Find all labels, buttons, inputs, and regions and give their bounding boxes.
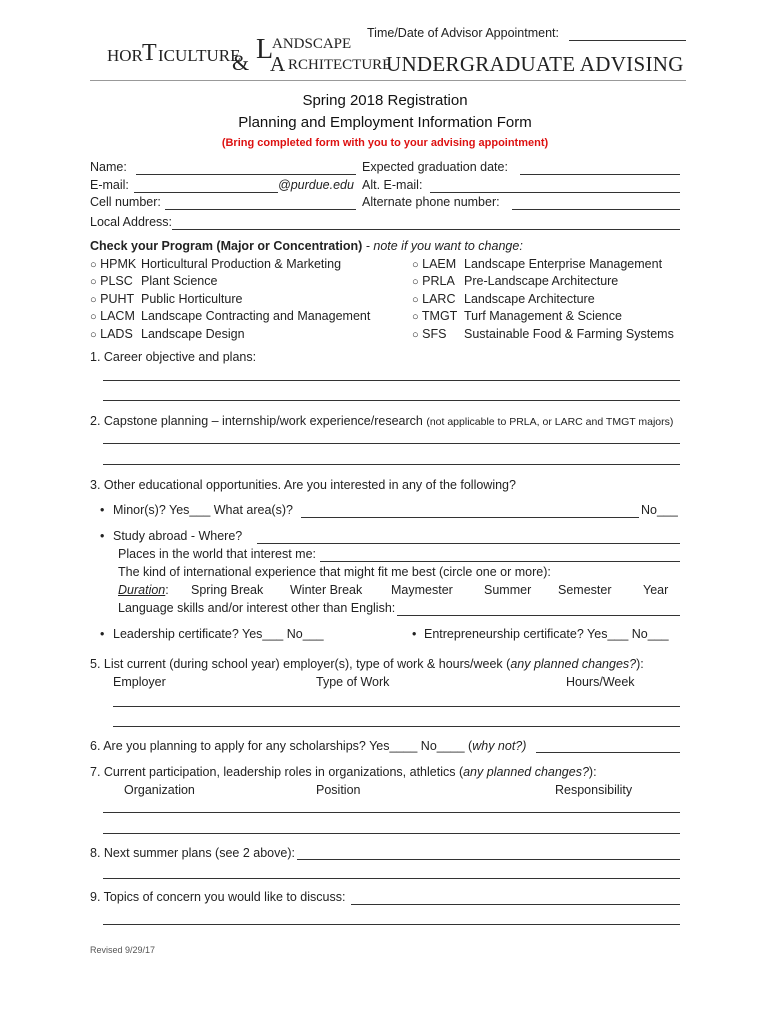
duration-option[interactable]: Summer: [484, 583, 532, 597]
program-name: Landscape Contracting and Management: [141, 309, 371, 323]
cell-field[interactable]: [165, 209, 356, 210]
program-option[interactable]: ○ PUHT: [90, 292, 135, 306]
email-domain: @purdue.edu: [278, 178, 354, 192]
form-note: (Bring completed form with you to your advising appointment): [221, 137, 549, 149]
q1-label: 1. Career objective and plans:: [90, 350, 257, 364]
program-option[interactable]: ○ PLSC: [90, 274, 133, 288]
study-abroad-field[interactable]: [257, 543, 680, 544]
q8-label: 8. Next summer plans (see 2 above):: [90, 846, 295, 860]
form-subtitle: Planning and Employment Information Form: [238, 114, 532, 131]
alt-email-field[interactable]: [430, 192, 680, 193]
email-label: E-mail:: [90, 178, 129, 192]
name-field[interactable]: [136, 174, 356, 175]
radio-circle-icon: ○: [412, 259, 419, 271]
q9-line-2[interactable]: [103, 924, 680, 925]
appointment-field[interactable]: [569, 40, 686, 41]
q9-label: 9. Topics of concern you would like to discuss:: [90, 890, 346, 904]
address-label: Local Address:: [90, 215, 172, 229]
col-position: Position: [316, 783, 361, 797]
bullet-icon: •: [100, 529, 105, 543]
study-abroad-label: Study abroad - Where?: [113, 529, 243, 543]
radio-circle-icon: ○: [412, 329, 419, 341]
program-option[interactable]: ○ PRLA: [412, 274, 455, 288]
name-label: Name:: [90, 160, 127, 174]
program-name: Turf Management & Science: [464, 309, 622, 323]
radio-circle-icon: ○: [90, 294, 97, 306]
bullet-icon: •: [100, 503, 105, 517]
program-heading: Check your Program (Major or Concentration) - note if you want to change:: [90, 239, 523, 253]
q1-line-2[interactable]: [103, 400, 680, 401]
q7-line-1[interactable]: [103, 812, 680, 813]
advising-title: UNDERGRADUATE ADVISING: [386, 52, 684, 76]
q8-line-2[interactable]: [103, 878, 680, 879]
alt-phone-field[interactable]: [512, 209, 680, 210]
kind-label: The kind of international experience that might fit me best (circle one or more):: [118, 565, 551, 579]
places-field[interactable]: [320, 561, 680, 562]
q1-line-1[interactable]: [103, 380, 680, 381]
duration-option[interactable]: Year: [643, 583, 669, 597]
radio-circle-icon: ○: [90, 329, 97, 341]
minor-area-field[interactable]: [301, 517, 639, 518]
program-name: Sustainable Food & Farming Systems: [464, 327, 674, 341]
radio-circle-icon: ○: [412, 276, 419, 288]
q7-line-2[interactable]: [103, 833, 680, 834]
trowel-icon: T: [142, 40, 157, 66]
grad-field[interactable]: [520, 174, 680, 175]
q8-field[interactable]: [297, 859, 680, 860]
program-name: Pre-Landscape Architecture: [464, 274, 619, 288]
minor-no[interactable]: No___: [641, 503, 678, 517]
q2-line-2[interactable]: [103, 464, 680, 465]
appointment-label: Time/Date of Advisor Appointment:: [367, 26, 559, 40]
q5-label: 5. List current (during school year) employer(s), type of work & hours/week (any planned changes?):: [90, 657, 644, 671]
duration-option[interactable]: Winter Break: [290, 583, 363, 597]
form-title: Spring 2018 Registration: [302, 92, 468, 109]
program-name: Landscape Enterprise Management: [464, 257, 663, 271]
q6-label: 6. Are you planning to apply for any scholarships? Yes____ No____ (why not?): [90, 739, 527, 753]
language-field[interactable]: [397, 615, 680, 616]
duration-option[interactable]: Semester: [558, 583, 612, 597]
bullet-icon: •: [412, 627, 417, 641]
radio-circle-icon: ○: [412, 294, 419, 306]
program-name: Horticultural Production & Marketing: [141, 257, 342, 271]
radio-circle-icon: ○: [412, 311, 419, 323]
q6-field[interactable]: [536, 752, 680, 753]
program-option[interactable]: ○ LARC: [412, 292, 456, 306]
leadership-label[interactable]: Leadership certificate? Yes___ No___: [113, 627, 324, 641]
duration-option[interactable]: Spring Break: [191, 583, 264, 597]
radio-circle-icon: ○: [90, 276, 97, 288]
program-option[interactable]: ○ SFS: [412, 327, 447, 341]
program-name: Landscape Design: [141, 327, 245, 341]
col-employer: Employer: [113, 675, 166, 689]
program-option[interactable]: ○ LACM: [90, 309, 135, 323]
q2-label: 2. Capstone planning – internship/work experience/research (not applicable to PRLA, or LARC and TMGT majors): [90, 414, 674, 428]
bullet-icon: •: [100, 627, 105, 641]
q7-label: 7. Current participation, leadership roles in organizations, athletics (any planned changes?):: [90, 765, 597, 779]
header-divider: [90, 80, 686, 81]
grad-label: Expected graduation date:: [362, 160, 508, 174]
places-label: Places in the world that interest me:: [118, 547, 317, 561]
q9-field[interactable]: [351, 904, 680, 905]
q5-line-2[interactable]: [113, 726, 680, 727]
q5-line-1[interactable]: [113, 706, 680, 707]
program-name: Public Horticulture: [141, 292, 243, 306]
program-name: Landscape Architecture: [464, 292, 595, 306]
program-option[interactable]: ○ LAEM: [412, 257, 457, 271]
minor-label: Minor(s)? Yes___ What area(s)?: [113, 503, 293, 517]
col-responsibility: Responsibility: [555, 783, 633, 797]
radio-circle-icon: ○: [90, 259, 97, 271]
alt-email-label: Alt. E-mail:: [362, 178, 423, 192]
address-field[interactable]: [172, 229, 680, 230]
radio-circle-icon: ○: [90, 311, 97, 323]
alt-phone-label: Alternate phone number:: [362, 195, 500, 209]
col-hours-week: Hours/Week: [566, 675, 635, 689]
program-option[interactable]: ○ HPMK: [90, 257, 137, 271]
language-label: Language skills and/or interest other than English:: [118, 601, 396, 615]
entrepreneurship-label[interactable]: Entrepreneurship certificate? Yes___ No___: [424, 627, 669, 641]
cell-label: Cell number:: [90, 195, 161, 209]
duration-label: Duration:: [118, 583, 169, 597]
duration-option[interactable]: Maymester: [391, 583, 453, 597]
email-field[interactable]: [134, 192, 278, 193]
program-option[interactable]: ○ LADS: [90, 327, 133, 341]
col-organization: Organization: [124, 783, 195, 797]
program-option[interactable]: ○ TMGT: [412, 309, 458, 323]
q3-label: 3. Other educational opportunities. Are you interested in any of the following?: [90, 478, 516, 492]
col-type-of-work: Type of Work: [316, 675, 390, 689]
program-name: Plant Science: [141, 274, 218, 288]
q2-line-1[interactable]: [103, 443, 680, 444]
revised-date: Revised 9/29/17: [90, 945, 156, 955]
